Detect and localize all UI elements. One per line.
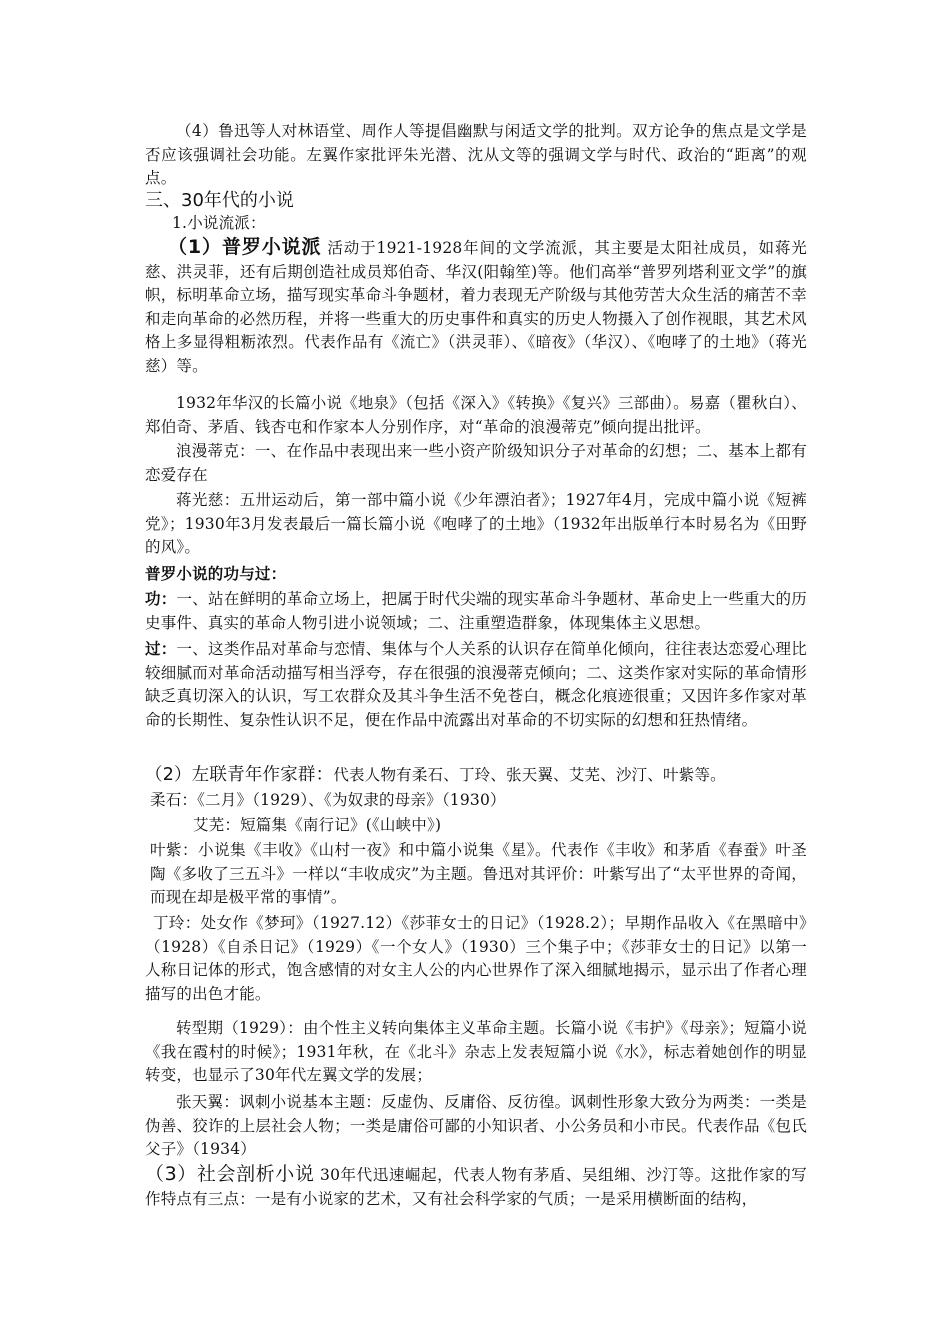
zuolian-heading: （2）左联青年作家群： [145, 765, 334, 785]
paragraph-gong [145, 588, 807, 635]
shehui-body: 30年代迅速崛起，代表人物有茅盾、吴组缃、沙汀等。这批作家的写作特点有三点：一是有小说家的艺术，又有社会科学家的气质；一是采用横断面的结构， [145, 1166, 807, 1208]
gong-label: 功： [145, 590, 177, 608]
entry-zhangtianyi: 张天翼：讽刺小说基本主题：反虚伪、反庸俗、反彷徨。讽刺性形象大致分为两类：一类是伪善、狡诈的上层社会人物；一类是庸俗可鄙的小知识者、小公务员和小市民。代表作品《包氏父子》（1934） [145, 1093, 807, 1158]
paragraph-critique: （4）鲁迅等人对林语堂、周作人等提倡幽默与闲适文学的批判。双方论争的焦点是文学是否应该强调社会功能。左翼作家批评朱光潜、沈从文等的强调文学与时代、政治的“距离”的观点。 [145, 122, 807, 187]
heading-gongguo: 普罗小说的功与过： [145, 565, 287, 583]
paragraph-guo [145, 638, 807, 732]
subheading-novel-schools: 1.小说流派： [172, 214, 266, 232]
shehui-heading: （3）社会剖析小说 [145, 1163, 315, 1185]
entry-yezi [150, 839, 807, 910]
paragraph-1932-diquan: 1932年华汉的长篇小说《地泉》（包括《深入》《转换》《复兴》三部曲）。易嘉（瞿秋白）、郑伯奇、茅盾、钱杏屯和作家本人分别作序，对“革命的浪漫蒂克”倾向提出批评。 [145, 394, 807, 436]
entry-aiwu: 艾芜：短篇集《南行记》(《山峡中》) [193, 816, 442, 834]
puluo-heading: （1）普罗小说派 [168, 236, 322, 258]
paragraph-langman: 浪漫蒂克：一、在作品中表现出来一些小资产阶级知识分子对革命的幻想；二、基本上都有恋爱存在 [145, 442, 807, 484]
guo-text: 一、这类作品对革命与恋情、集体与个人关系的认识存在简单化倾向，往往表达恋爱心理比较细腻而对革命活动描写相当浮夸，存在很强的浪漫蒂克倾向；二、这类作家对实际的革命情形缺乏真切深入的认识，写工农群众及其斗争生活不免苍白，概念化痕迹很重；又因许多作家对革命的长期性、复杂性认识不足，便在作品中流露出对革命的不切实际的幻想和狂热情绪。 [145, 640, 807, 729]
zuolian-body: 代表人物有柔石、丁玲、张天翼、艾芜、沙汀、叶紫等。 [333, 766, 726, 784]
paragraph-puluo [145, 236, 807, 378]
entry-roushi: 柔石：《二月》（1929）、《为奴隶的母亲》（1930） [150, 791, 506, 809]
paragraph-shehui [145, 1163, 807, 1211]
guo-label: 过： [145, 640, 177, 658]
paragraph-jiangguangci: 蒋光慈：五卅运动后，第一部中篇小说《少年漂泊者》；1927年4月，完成中篇小说《短裤党》；1930年3月发表最后一篇长篇小说《咆哮了的土地》（1932年出版单行本时易名为《田野的风》。 [145, 491, 807, 556]
gong-text: 一、站在鲜明的革命立场上，把属于时代尖端的现实革命斗争题材、革命史上一些重大的历史事件、真实的革命人物引进小说领域；二、注重塑造群象，体现集体主义思想。 [145, 590, 807, 632]
entry-dingling: 丁玲：处女作《梦珂》（1927.12）《莎菲女士的日记》（1928.2）；早期作品收入《在黑暗中》（1928）《自杀日记》（1929）《一个女人》（1930）三个集子中；《莎菲女士的日记》以第一人称日记体的形式，饱含感情的对女主人公的内心世界作了深入细腻地揭示，显示出了作者心理描写的出色才能。 [145, 914, 807, 1003]
yezi-text: 叶紫：小说集《丰收》《山村一夜》和中篇小说集《星》。代表作《丰收》和茅盾《春蚕》叶圣陶《多收了三五斗》一样以“丰收成灾”为主题。鲁迅对其评价：叶紫写出了“太平世界的奇闻，而现在却是极平常的事情”。 [150, 841, 807, 906]
puluo-body: 活动于1921-1928年间的文学流派，其主要是太阳社成员，如蒋光慈、洪灵菲，还有后期创造社成员郑伯奇、华汉(阳翰笙)等。他们高举“普罗列塔利亚文学”的旗帜，标明革命立场，描写现实革命斗争题材，着力表现无产阶级与其他劳苦大众生活的痛苦不幸和走向革命的必然历程，并将一些重大的历史事件和真实的历史人物摄入了创作视眼，其艺术风格上多显得粗粝浓烈。代表作品有《流亡》（洪灵菲）、《暗夜》（华汉）、《咆哮了的土地》（蒋光慈）等。 [145, 239, 807, 375]
paragraph-zuolian [145, 764, 807, 788]
section-title-30s-novel: 三、30年代的小说 [145, 190, 294, 211]
entry-zhuanxing: 转型期（1929）：由个性主义转向集体主义革命主题。长篇小说《韦护》《母亲》；短篇小说《我在霞村的时候》；1931年秋，在《北斗》杂志上发表短篇小说《水》，标志着她创作的明显转变，也显示了30年代左翼文学的发展； [145, 1019, 807, 1084]
